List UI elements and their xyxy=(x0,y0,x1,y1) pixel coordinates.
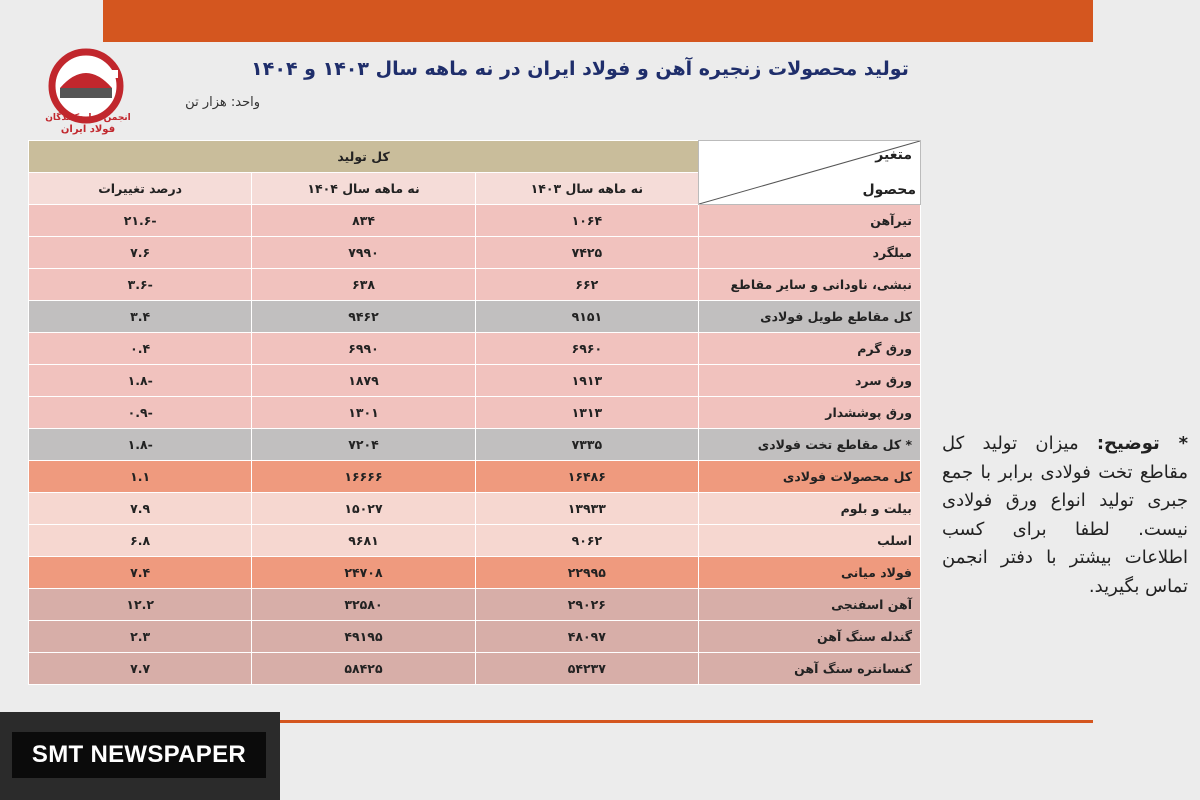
cell-1404: ۷۲۰۴ xyxy=(252,429,475,461)
cell-product: آهن اسفنجی xyxy=(699,589,921,621)
note-paragraph xyxy=(942,430,1188,601)
cell-1404: ۱۸۷۹ xyxy=(252,365,475,397)
cell-product: فولاد میانی xyxy=(699,557,921,589)
cell-pct: -۱.۸ xyxy=(29,365,252,397)
logo-text-line2: فولاد ایران xyxy=(60,124,116,135)
cell-product: کل مقاطع طویل فولادی xyxy=(699,301,921,333)
cell-pct: ۳.۴ xyxy=(29,301,252,333)
cell-1404: ۱۳۰۱ xyxy=(252,397,475,429)
cell-1403: ۱۳۹۳۳ xyxy=(475,493,698,525)
header-product-label: محصول xyxy=(862,182,916,198)
logo-text-line1: انجمن تولیدکنندگان xyxy=(45,113,131,123)
cell-pct: ۲.۳ xyxy=(29,621,252,653)
table-row xyxy=(29,557,921,589)
table-row xyxy=(29,621,921,653)
cell-product: ورق پوششدار xyxy=(699,397,921,429)
brand-label: SMT NEWSPAPER xyxy=(12,732,266,778)
cell-1403: ۷۳۳۵ xyxy=(475,429,698,461)
table-row xyxy=(29,269,921,301)
cell-product: تیرآهن xyxy=(699,205,921,237)
cell-1403: ۵۴۲۳۷ xyxy=(475,653,698,685)
cell-1403: ۲۹۰۲۶ xyxy=(475,589,698,621)
cell-1403: ۱۰۶۴ xyxy=(475,205,698,237)
cell-product: بیلت و بلوم xyxy=(699,493,921,525)
cell-1404: ۳۲۵۸۰ xyxy=(252,589,475,621)
note-label: * توضیح: xyxy=(1096,433,1188,454)
cell-1404: ۲۴۷۰۸ xyxy=(252,557,475,589)
table-row xyxy=(29,397,921,429)
unit-label: واحد: هزار تن xyxy=(185,95,260,110)
cell-1403: ۹۱۵۱ xyxy=(475,301,698,333)
cell-pct: ۱.۱ xyxy=(29,461,252,493)
cell-product: اسلب xyxy=(699,525,921,557)
cell-1403: ۱۹۱۳ xyxy=(475,365,698,397)
table-row xyxy=(29,205,921,237)
table-row xyxy=(29,429,921,461)
cell-1403: ۶۹۶۰ xyxy=(475,333,698,365)
cell-1404: ۴۹۱۹۵ xyxy=(252,621,475,653)
table-row xyxy=(29,333,921,365)
cell-product: ورق گرم xyxy=(699,333,921,365)
cell-1404: ۱۵۰۲۷ xyxy=(252,493,475,525)
cell-pct: -۲۱.۶ xyxy=(29,205,252,237)
table-row xyxy=(29,461,921,493)
cell-pct: ۷.۶ xyxy=(29,237,252,269)
cell-1404: ۹۶۸۱ xyxy=(252,525,475,557)
header-col-pct: درصد تغییرات xyxy=(29,173,252,205)
table-row xyxy=(29,493,921,525)
cell-product: نبشی، ناودانی و سایر مقاطع xyxy=(699,269,921,301)
table-row xyxy=(29,589,921,621)
cell-1403: ۱۶۴۸۶ xyxy=(475,461,698,493)
table-row xyxy=(29,237,921,269)
header-col-1404: نه ماهه سال ۱۴۰۴ xyxy=(252,173,475,205)
cell-1404: ۷۹۹۰ xyxy=(252,237,475,269)
cell-1403: ۶۶۲ xyxy=(475,269,698,301)
cell-1404: ۶۹۹۰ xyxy=(252,333,475,365)
cell-pct: -۱.۸ xyxy=(29,429,252,461)
cell-1404: ۶۳۸ xyxy=(252,269,475,301)
table-row xyxy=(29,525,921,557)
cell-product: کل محصولات فولادی xyxy=(699,461,921,493)
production-table-container xyxy=(28,140,921,718)
note-text: میزان تولید کل مقاطع تخت فولادی برابر با جمع جبری تولید انواع ورق فولادی نیست. لطفا برای کسب اطلاعات بیشتر با دفتر انجمن تماس بگیرید. xyxy=(942,433,1188,597)
table-row xyxy=(29,365,921,397)
cell-product: ورق سرد xyxy=(699,365,921,397)
cell-1404: ۸۳۴ xyxy=(252,205,475,237)
production-table xyxy=(28,140,921,685)
cell-product: کنسانتره سنگ آهن xyxy=(699,653,921,685)
cell-1404: ۱۶۶۶۶ xyxy=(252,461,475,493)
cell-pct: ۶.۸ xyxy=(29,525,252,557)
cell-product: میلگرد xyxy=(699,237,921,269)
cell-product: * کل مقاطع تخت فولادی xyxy=(699,429,921,461)
header-variable-label: متغیر xyxy=(875,147,912,163)
cell-pct: ۰.۴ xyxy=(29,333,252,365)
cell-1403: ۹۰۶۲ xyxy=(475,525,698,557)
cell-1403: ۴۸۰۹۷ xyxy=(475,621,698,653)
cell-pct: -۰.۹ xyxy=(29,397,252,429)
cell-pct: -۳.۶ xyxy=(29,269,252,301)
page-title: تولید محصولات زنجیره آهن و فولاد ایران در نه ماهه سال ۱۴۰۳ و ۱۴۰۴ xyxy=(251,58,909,80)
cell-pct: ۱۲.۲ xyxy=(29,589,252,621)
top-accent-bar xyxy=(103,0,1093,42)
cell-1404: ۹۴۶۲ xyxy=(252,301,475,333)
header-col-1403: نه ماهه سال ۱۴۰۳ xyxy=(475,173,698,205)
cell-1403: ۱۳۱۳ xyxy=(475,397,698,429)
cell-1403: ۲۲۹۹۵ xyxy=(475,557,698,589)
cell-pct: ۷.۴ xyxy=(29,557,252,589)
cell-product: گندله سنگ آهن xyxy=(699,621,921,653)
header-product-variable xyxy=(699,141,921,205)
table-row xyxy=(29,653,921,685)
cell-1404: ۵۸۴۲۵ xyxy=(252,653,475,685)
cell-pct: ۷.۹ xyxy=(29,493,252,525)
cell-1403: ۷۴۲۵ xyxy=(475,237,698,269)
table-row xyxy=(29,301,921,333)
cell-pct: ۷.۷ xyxy=(29,653,252,685)
header-total-production: کل تولید xyxy=(29,141,699,173)
